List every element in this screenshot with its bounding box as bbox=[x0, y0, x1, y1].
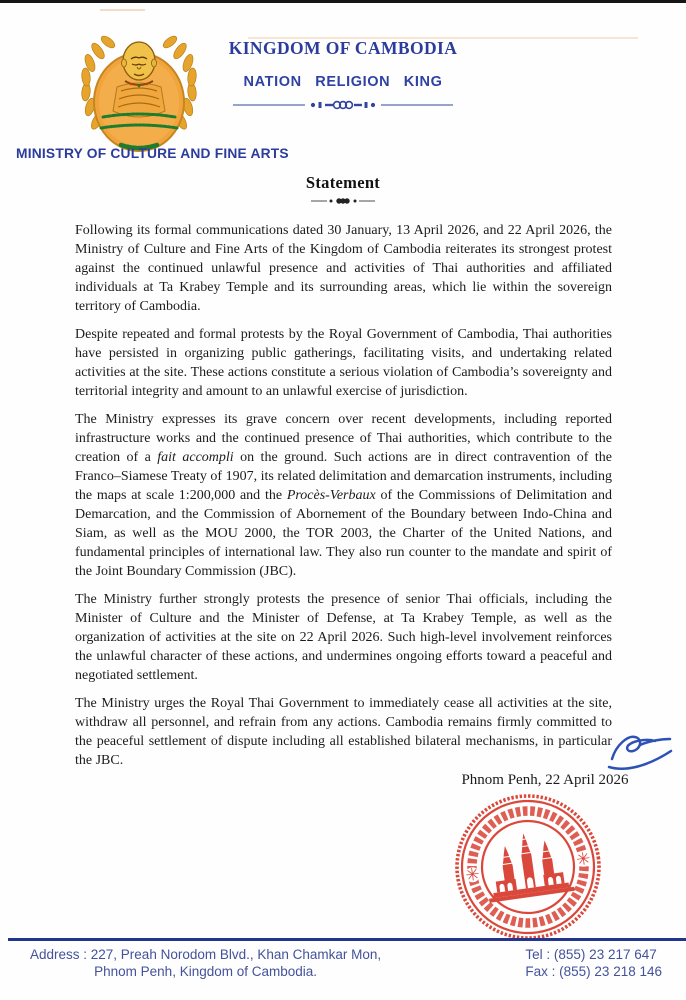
statement-paragraph: Following its formal communications dated 30 January, 13 April 2026, and 22 April 2026, the Ministry of Culture and Fine Arts of the Kingdom of Cambodia reiterates its strongest protest against the continued unlawful presence and activities of Thai authorities and affiliated individuals at Ta Krabey Temple and its surrounding areas, which lie within the sovereign territory of Cambodia. bbox=[75, 223, 612, 314]
footer-contact bbox=[525, 946, 662, 980]
svg-text:✳: ✳ bbox=[575, 848, 592, 871]
statement-paragraph: The Ministry further strongly protests the presence of senior Thai officials, including the Minister of Culture and the Minister of Defense, at Ta Krabey Temple, as well as the organization of activities at the site on 22 April 2026. Such high-level involvement reinforces the unlawful character of these actions, and undermines ongoing efforts toward a peaceful and negotiated settlement. bbox=[75, 592, 612, 683]
scan-artifact-smudge bbox=[100, 9, 145, 11]
signature-initials-icon bbox=[604, 729, 676, 775]
document-title: Statement bbox=[305, 173, 381, 192]
kingdom-title: KINGDOM OF CAMBODIA bbox=[228, 38, 458, 58]
place-and-date: Phnom Penh, 22 April 2026 bbox=[461, 772, 629, 788]
address-line-2: Phnom Penh, Kingdom of Cambodia. bbox=[94, 964, 318, 979]
title-ornament-divider-icon bbox=[311, 197, 375, 205]
fax-line: Fax : (855) 23 218 146 bbox=[525, 964, 662, 979]
statement-body bbox=[75, 221, 612, 779]
footer-address bbox=[30, 946, 381, 980]
scan-artifact-top-bar bbox=[0, 0, 686, 3]
tel-line: Tel : (855) 23 217 647 bbox=[525, 947, 657, 962]
ministry-name: MINISTRY OF CULTURE AND FINE ARTS bbox=[16, 146, 289, 161]
address-line-1: Address : 227, Preah Norodom Blvd., Khan Chamkar Mon, bbox=[30, 947, 382, 962]
official-seal-stamp-icon bbox=[452, 791, 604, 943]
header-ornament-divider-icon bbox=[233, 99, 453, 111]
svg-text:✳: ✳ bbox=[464, 864, 482, 887]
national-motto: NATION RELIGION KING bbox=[243, 74, 443, 90]
statement-paragraph: Despite repeated and formal protests by the Royal Government of Cambodia, Thai authorities have persisted in organizing public gatherings, facilitating visits, and undertaking related activities at the site. These actions constitute a serious violation of Cambodia’s sovereignty and territorial integrity and amount to an unlawful exercise of jurisdiction. bbox=[75, 327, 612, 399]
footer-divider-line bbox=[8, 938, 686, 941]
statement-paragraph: The Ministry expresses its grave concern over recent developments, including reported infrastructure works and the continued presence of Thai authorities, which contribute to the creation of a fait accompli on the ground. Such actions are in direct contravention of the Franco–Siamese Treaty of 1907, its related delimitation and demarcation instruments, including the maps at scale 1:200,000 and the Procès-Verbaux of the Commissions of Delimitation and Demarcation, and the Commission of Abornement of the Boundary between Indo-China and Siam, as well as the MOU 2000, the TOR 2003, the Charter of the United Nations, and fundamental principles of international law. They also run counter to the mandate and spirit of the Joint Boundary Commission (JBC). bbox=[75, 412, 612, 579]
statement-paragraph: The Ministry urges the Royal Thai Government to immediately cease all activities at the site, withdraw all personnel, and refrain from any actions. Cambodia remains firmly committed to the peaceful settlement of dispute including all established bilateral mechanisms, in particular the JBC. bbox=[75, 696, 612, 768]
